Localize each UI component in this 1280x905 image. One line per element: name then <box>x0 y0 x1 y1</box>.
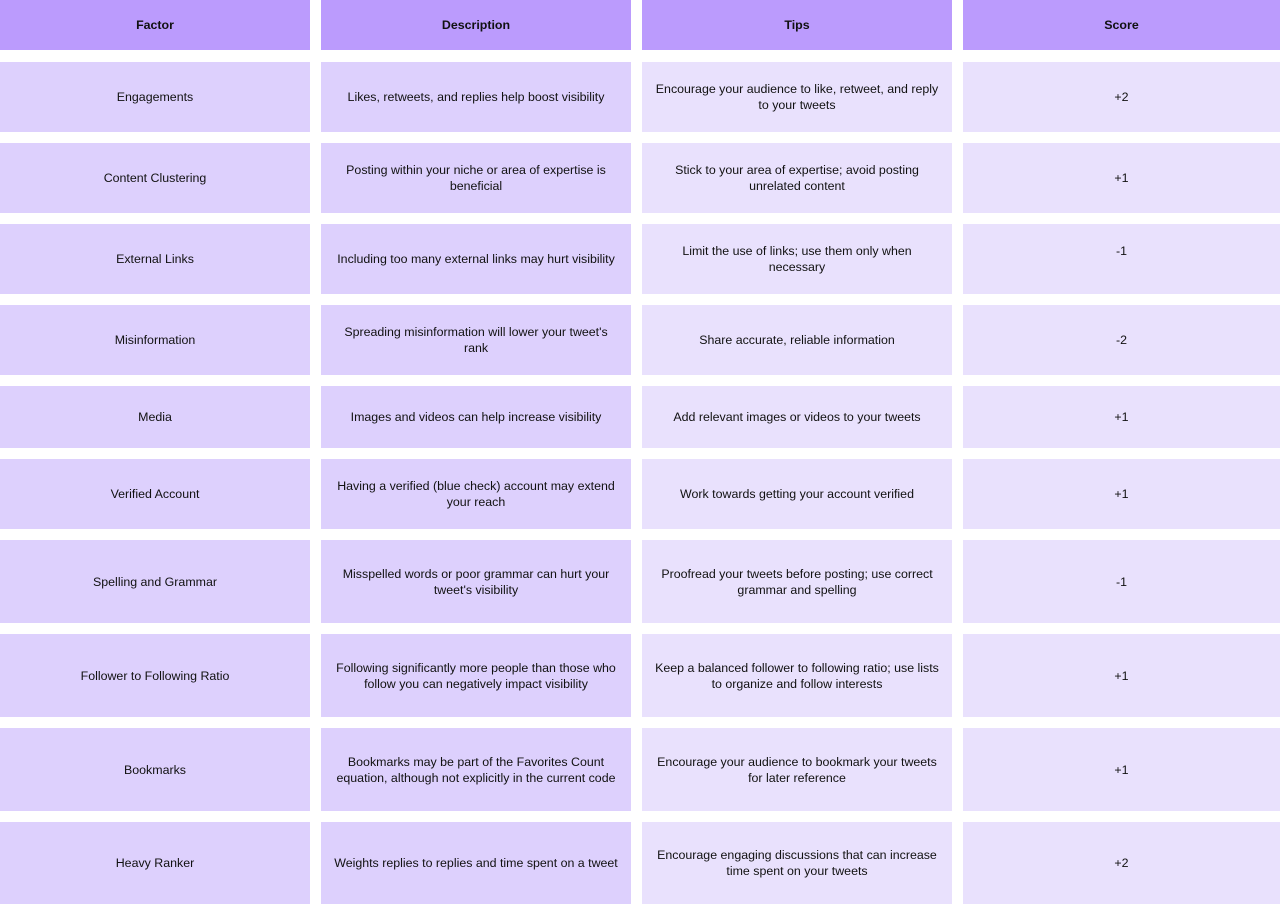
cell-factor: Misinformation <box>0 305 310 375</box>
ranking-factors-table <box>0 0 1280 62</box>
header-score: Score <box>963 0 1280 50</box>
cell-tips: Keep a balanced follower to following ratio; use lists to organize and follow interests <box>642 634 952 717</box>
cell-score: +1 <box>963 459 1280 529</box>
cell-tips: Limit the use of links; use them only when necessary <box>642 224 952 294</box>
cell-description: Images and videos can help increase visibility <box>321 386 631 448</box>
cell-description: Bookmarks may be part of the Favorites Count equation, although not explicitly in the current code <box>321 728 631 811</box>
cell-score: +1 <box>963 143 1280 213</box>
cell-tips: Encourage your audience to bookmark your tweets for later reference <box>642 728 952 811</box>
cell-score: +2 <box>963 62 1280 132</box>
header-tips: Tips <box>642 0 952 50</box>
cell-description: Weights replies to replies and time spent on a tweet <box>321 822 631 904</box>
table-body <box>0 62 1280 904</box>
cell-score: +1 <box>963 386 1280 448</box>
header-description: Description <box>321 0 631 50</box>
cell-score: +2 <box>963 822 1280 904</box>
cell-description: Likes, retweets, and replies help boost visibility <box>321 62 631 132</box>
cell-description: Posting within your niche or area of expertise is beneficial <box>321 143 631 213</box>
cell-description: Including too many external links may hurt visibility <box>321 224 631 294</box>
cell-description: Having a verified (blue check) account may extend your reach <box>321 459 631 529</box>
cell-factor: Engagements <box>0 62 310 132</box>
cell-description: Spreading misinformation will lower your tweet's rank <box>321 305 631 375</box>
cell-tips: Share accurate, reliable information <box>642 305 952 375</box>
cell-score: -1 <box>963 224 1280 294</box>
cell-score: -2 <box>963 305 1280 375</box>
cell-factor: Follower to Following Ratio <box>0 634 310 717</box>
cell-score: +1 <box>963 728 1280 811</box>
header-factor: Factor <box>0 0 310 50</box>
cell-factor: Verified Account <box>0 459 310 529</box>
cell-factor: Heavy Ranker <box>0 822 310 904</box>
cell-tips: Encourage engaging discussions that can increase time spent on your tweets <box>642 822 952 904</box>
cell-factor: External Links <box>0 224 310 294</box>
cell-factor: Bookmarks <box>0 728 310 811</box>
cell-tips: Work towards getting your account verified <box>642 459 952 529</box>
cell-description: Misspelled words or poor grammar can hurt your tweet's visibility <box>321 540 631 623</box>
cell-tips: Proofread your tweets before posting; use correct grammar and spelling <box>642 540 952 623</box>
cell-factor: Media <box>0 386 310 448</box>
cell-tips: Add relevant images or videos to your tweets <box>642 386 952 448</box>
cell-score: -1 <box>963 540 1280 623</box>
cell-tips: Encourage your audience to like, retweet, and reply to your tweets <box>642 62 952 132</box>
cell-tips: Stick to your area of expertise; avoid posting unrelated content <box>642 143 952 213</box>
cell-factor: Spelling and Grammar <box>0 540 310 623</box>
cell-description: Following significantly more people than those who follow you can negatively impact visibility <box>321 634 631 717</box>
cell-factor: Content Clustering <box>0 143 310 213</box>
cell-score: +1 <box>963 634 1280 717</box>
